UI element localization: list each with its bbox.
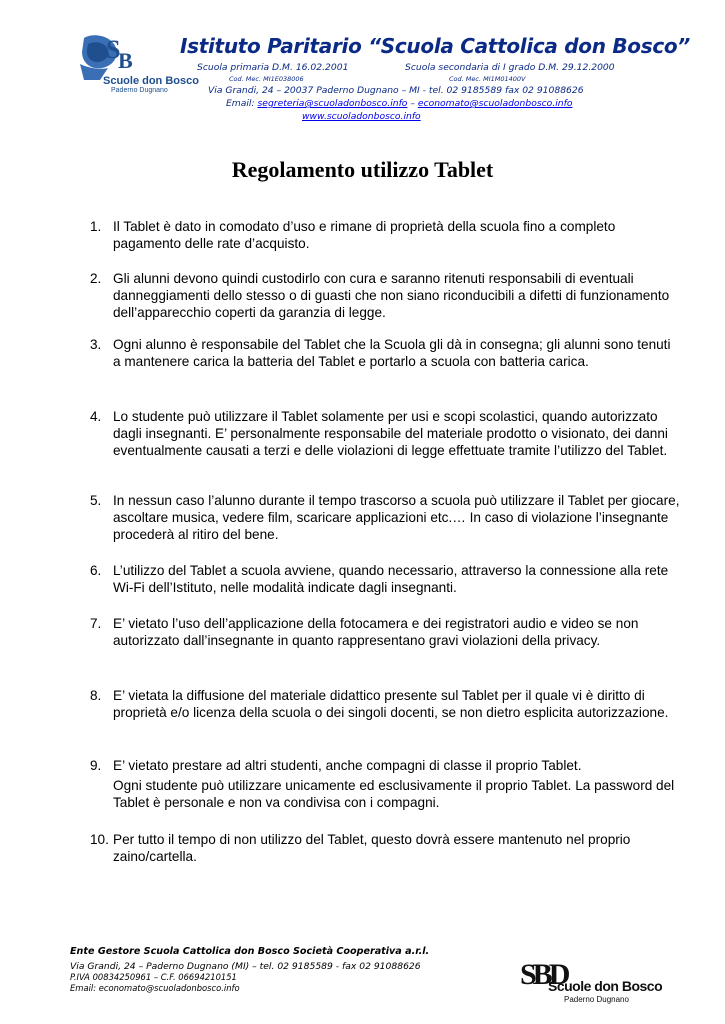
- rule-number: 2.: [90, 271, 102, 286]
- svg-text:B: B: [118, 48, 133, 73]
- rule-item: [90, 831, 680, 865]
- rule-text: In nessun caso l’alunno durante il tempo trascorso a scuola può utilizzare il Tablet per giocare, ascoltare musica, vedere film, scaricare applicazioni etc.… In caso di violazione l’insegnante procederà al ritiro del bene.: [113, 493, 680, 542]
- rule-text: E’ vietata la diffusione del materiale didattico presente sul Tablet per il quale vi è diritto di proprietà e/o licenza della scuola o dei singoli docenti, se non dietro esplicita autorizzazione.: [113, 688, 669, 720]
- rule-item: [90, 562, 680, 596]
- footer-email-line: [70, 983, 429, 993]
- email-segreteria-link[interactable]: segreteria@scuoladonbosco.info: [257, 98, 408, 109]
- rule-number: 4.: [90, 409, 102, 424]
- primaria-decree: Scuola primaria D.M. 16.02.2001: [197, 62, 349, 73]
- email-separator: –: [410, 98, 415, 109]
- rule-item: [90, 408, 680, 459]
- school-title: Istituto Paritario “Scuola Cattolica don Bosco”: [180, 34, 690, 58]
- rule-text: Lo studente può utilizzare il Tablet solamente per usi e scopi scolastici, quando autorizzato dagli insegnanti. E’ personalmente responsabile del materiale prodotto o visionato, dei danni eventualmente causati a terzi e delle violazioni di legge effettuate tramite l’utilizzo del Tablet.: [113, 409, 668, 458]
- rule-item: [90, 492, 680, 543]
- rule-text: E’ vietato l’uso dell’applicazione della fotocamera e dei registratori audio e video se non autorizzato dall’insegnante in quanto rappresentano gravi violazioni della privacy.: [113, 616, 639, 648]
- footer-logo-subtitle: Paderno Dugnano: [564, 995, 629, 1004]
- rule-item: [90, 218, 680, 252]
- email-economato-link[interactable]: economato@scuoladonbosco.info: [417, 98, 573, 109]
- rule-text: Per tutto il tempo di non utilizzo del Tablet, questo dovrà essere mantenuto nel proprio zaino/cartella.: [113, 832, 631, 864]
- footer-email: economato@scuoladonbosco.info: [98, 983, 240, 993]
- rule-text: Ogni alunno è responsabile del Tablet che la Scuola gli dà in consegna; gli alunni sono tenuti a mantenere carica la batteria del Tablet e portarlo a scuola con batteria carica.: [113, 337, 671, 369]
- rule-number: 10.: [90, 832, 109, 847]
- rule-number: 8.: [90, 688, 102, 703]
- secondaria-decree: Scuola secondaria di I grado D.M. 29.12.2000: [405, 62, 615, 73]
- website-link[interactable]: www.scuoladonbosco.info: [302, 111, 421, 122]
- footer-piva: P.IVA 00834250961 – C.F. 06694210151: [70, 972, 237, 982]
- rule-number: 9.: [90, 758, 102, 773]
- rule-text: Il Tablet è dato in comodato d’uso e rimane di proprietà della scuola fino a completo pagamento delle rate d’acquisto.: [113, 219, 616, 251]
- rule-text-continued: Ogni studente può utilizzare unicamente ed esclusivamente il proprio Tablet. La password del Tablet è personale e non va condivisa con i compagni.: [113, 778, 675, 810]
- rule-item: [90, 757, 680, 811]
- footer: [70, 946, 429, 993]
- email-label: Email:: [226, 98, 255, 109]
- rule-number: 5.: [90, 493, 102, 508]
- rule-number: 3.: [90, 337, 102, 352]
- rule-item: [90, 615, 680, 649]
- rule-text: L’utilizzo del Tablet a scuola avviene, quando necessario, attraverso la connessione alla rete Wi-Fi dell’Istituto, nelle modalità indicate dagli insegnanti.: [113, 563, 669, 595]
- logo-name: Scuole don Bosco: [103, 75, 199, 87]
- rule-text: E’ vietato prestare ad altri studenti, anche compagni di classe il proprio Tablet.: [113, 758, 582, 773]
- cod-mec-primaria: Cod. Mec. MI1E038006: [229, 75, 304, 83]
- footer-gestore: Ente Gestore Scuola Cattolica don Bosco Società Cooperativa a.r.l.: [70, 946, 430, 957]
- rule-text: Gli alunni devono quindi custodirlo con cura e saranno ritenuti responsabili di eventuali danneggiamenti dello stesso o di guasti che non siano riconducibili a difetti di funzionamento dell’apparecchio coperti da garanzia di legge.: [113, 271, 670, 320]
- svg-text:S: S: [106, 35, 121, 64]
- rule-item: [90, 270, 680, 321]
- rule-number: 6.: [90, 563, 102, 578]
- header-address: Via Grandi, 24 – 20037 Paderno Dugnano – MI - tel. 02 9185589 fax 02 91088626: [208, 85, 584, 96]
- header-email-line: [226, 98, 572, 109]
- footer-address: Via Grandi, 24 – Paderno Dugnano (MI) – tel. 02 9185589 - fax 02 91088626: [70, 961, 421, 972]
- footer-logo-name: Scuole don Bosco: [548, 978, 663, 994]
- rule-item: [90, 336, 680, 370]
- cod-mec-secondaria: Cod. Mec. MI1M01400V: [449, 75, 526, 83]
- rule-item: [90, 687, 680, 721]
- footer-logo: [520, 958, 663, 1008]
- document-title: Regolamento utilizzo Tablet: [231, 157, 494, 182]
- footer-email-label: Email:: [70, 983, 97, 993]
- footer-logo-mark: SBD: [520, 958, 567, 991]
- rule-number: 1.: [90, 219, 102, 234]
- rule-number: 7.: [90, 616, 102, 631]
- logo-subtitle: Paderno Dugnano: [111, 87, 168, 94]
